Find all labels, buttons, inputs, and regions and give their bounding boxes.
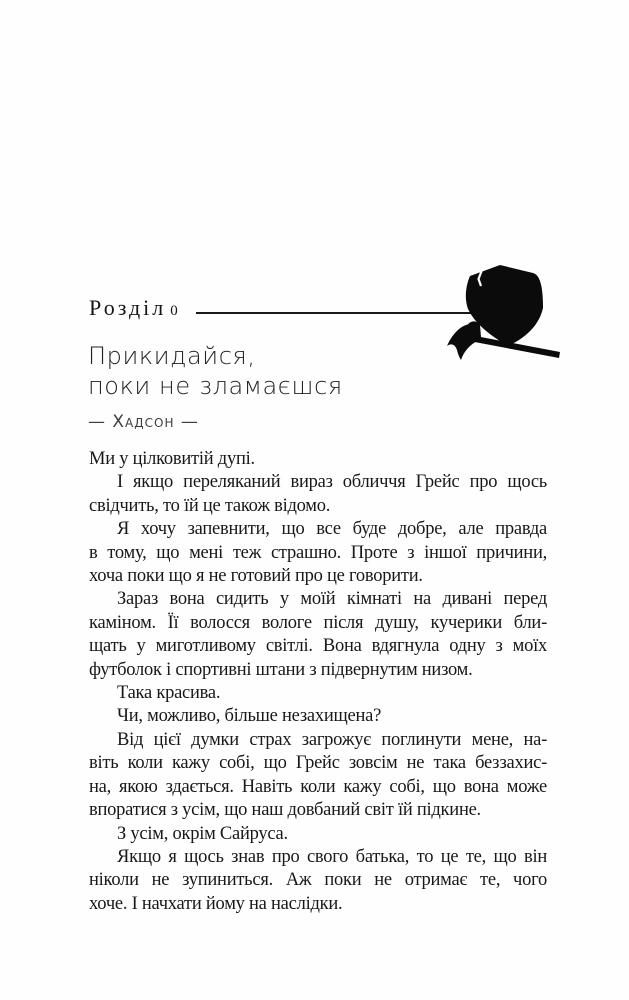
text-line: Від цієї думки страх загрожує поглинути мене, на- [117, 729, 547, 750]
chapter-heading [89, 295, 178, 321]
text-line: в тому, що мені теж страшно. Проте з іншої причини, [89, 542, 547, 563]
text-line: хоче. І начхати йому на наслідки. [89, 893, 343, 914]
text-line: І якщо переляканий вираз обличчя Грейс про щось [117, 472, 547, 493]
paragraph [89, 823, 547, 846]
text-line: Якщо я щось знав про свого батька, то це те, що він [117, 846, 547, 867]
paragraph [89, 682, 547, 705]
chapter-title-line-1: Прикидайся, [88, 342, 256, 370]
paragraph [89, 729, 547, 823]
shield-axe-icon [443, 262, 563, 367]
text-line: Така красива. [117, 683, 221, 704]
text-line: каміном. Її волосся вологе після душу, кучерики бли- [89, 612, 547, 633]
chapter-number: 0 [170, 303, 178, 319]
paragraph [89, 846, 547, 916]
text-line: на, якою здається. Навіть коли кажу собі, що вона може [89, 776, 547, 797]
paragraph [89, 518, 547, 588]
paragraph [89, 705, 547, 728]
body-text [89, 448, 547, 916]
paragraph [89, 588, 547, 682]
text-line: хоча поки що я не готовий про це говорити. [89, 566, 423, 587]
text-line: З усім, окрім Сайруса. [117, 823, 288, 844]
text-line: футболок і спортивні штани з підвернутим низом. [89, 659, 473, 680]
text-line: Ми у цілковитій дупі. [89, 449, 255, 469]
chapter-label: Розділ [89, 295, 167, 320]
text-line: Я хочу запевнити, що все буде добре, але правда [117, 519, 547, 540]
chapter-title [88, 341, 343, 401]
chapter-byline: — Хадсон — [88, 412, 199, 432]
paragraph [89, 448, 547, 471]
text-line: щать у миготливому світлі. Вона вдягнула одну з моїх [89, 636, 547, 657]
text-line: ніколи не зупиниться. Аж поки не отримає те, чого [89, 870, 547, 891]
text-line: віть коли кажу собі, що Грейс зовсім не така беззахис- [89, 753, 547, 774]
text-line: свідчить, то їй це також відомо. [89, 495, 331, 516]
chapter-title-line-2: поки не зламаєшся [88, 372, 343, 400]
text-line: Зараз вона сидить у моїй кімнаті на дивані перед [117, 589, 547, 610]
text-line: Чи, можливо, більше незахищена? [117, 706, 382, 727]
text-line: впоратися з усім, що наш довбаний світ їй підкине. [89, 800, 481, 821]
paragraph [89, 471, 547, 518]
